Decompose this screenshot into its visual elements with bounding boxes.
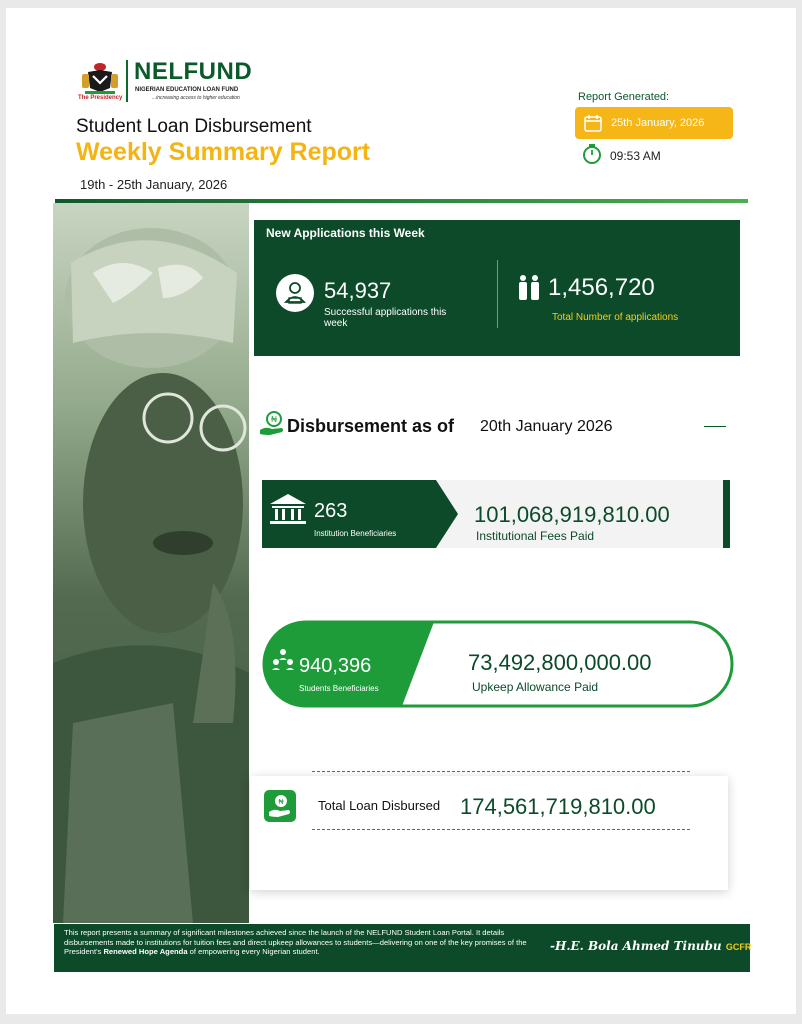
total-loan-label: Total Loan Disbursed: [318, 798, 441, 813]
coat-of-arms-icon: [80, 60, 120, 96]
seal-caption: The Presidency: [78, 95, 123, 101]
applicant-icon: [276, 274, 314, 312]
institution-building-icon: [268, 492, 308, 526]
stopwatch-icon: [582, 143, 602, 165]
total-applications-count: 1,456,720: [548, 274, 655, 301]
hand-coin-icon: [258, 410, 286, 438]
hand-money-icon: [264, 790, 296, 822]
signature-name: -H.E. Bola Ahmed Tinubu: [550, 939, 722, 953]
footer-signature: [550, 939, 751, 953]
institutional-fees-label: Institutional Fees Paid: [476, 529, 595, 543]
report-date-range: 19th - 25th January, 2026: [80, 177, 228, 192]
brand-tagline: ...increasing access to higher education: [152, 95, 240, 101]
successful-applications-label: Successful applications this week: [324, 307, 447, 329]
total-dash-bottom: [312, 829, 690, 830]
new-applications-title: New Applications this Week: [266, 226, 425, 240]
footer-banner: [54, 924, 750, 972]
signature-title: GCFR: [725, 942, 752, 952]
brand-full-name: NIGERIAN EDUCATION LOAN FUND: [135, 87, 239, 93]
footer-text-after: of empowering every Nigerian student.: [187, 947, 320, 956]
total-loan-badge: [264, 790, 296, 822]
svg-text:₦: ₦: [278, 799, 284, 806]
footer-summary: [64, 928, 540, 957]
calendar-icon: [583, 113, 603, 133]
logo-divider: [126, 60, 128, 102]
president-portrait: [53, 203, 249, 923]
footer-text-before: This report presents a summary of significant milestones achieved since the launch of the NELFUND Student Loan Portal. It details disbursements made to institutions for tuition fees and direct upkeep allowances to students—delivering on one of the key promises of the President's: [64, 928, 527, 956]
disbursement-date: 20th January 2026: [480, 418, 613, 435]
upkeep-allowance-amount: 73,492,800,000.00: [468, 650, 652, 675]
total-dash-top: [312, 771, 690, 772]
brand-logo-text: NELFUND: [134, 58, 253, 85]
institutional-fees-amount: 101,068,919,810.00: [474, 502, 670, 527]
report-generated-label: Report Generated:: [578, 91, 670, 103]
institution-beneficiaries-count: 263: [314, 500, 348, 522]
svg-text:₦: ₦: [271, 415, 277, 424]
disbursement-dash: [704, 426, 726, 427]
people-icon: [516, 274, 542, 302]
total-applications-label: Total Number of applications: [552, 312, 679, 323]
upkeep-allowance-label: Upkeep Allowance Paid: [472, 680, 599, 694]
footer-text-emphasis: Renewed Hope Agenda: [103, 947, 188, 956]
student-beneficiaries-label: Students Beneficiaries: [299, 684, 379, 693]
successful-applications-count: 54,937: [324, 278, 392, 303]
new-applications-panel: [254, 220, 740, 356]
disbursement-title: Disbursement as of: [287, 416, 455, 436]
institution-beneficiaries-label: Institution Beneficiaries: [314, 529, 397, 538]
report-title: Student Loan Disbursement: [76, 116, 312, 137]
applicant-badge: [276, 274, 314, 312]
applications-divider: [497, 260, 498, 328]
total-loan-amount: 174,561,719,810.00: [460, 794, 656, 819]
report-subtitle: Weekly Summary Report: [76, 138, 371, 166]
report-generated-date: 25th January, 2026: [611, 117, 705, 129]
student-beneficiaries-count: 940,396: [299, 655, 372, 677]
students-group-icon: [268, 648, 298, 674]
report-generated-date-badge: [575, 107, 733, 139]
report-generated-time: 09:53 AM: [610, 149, 661, 163]
